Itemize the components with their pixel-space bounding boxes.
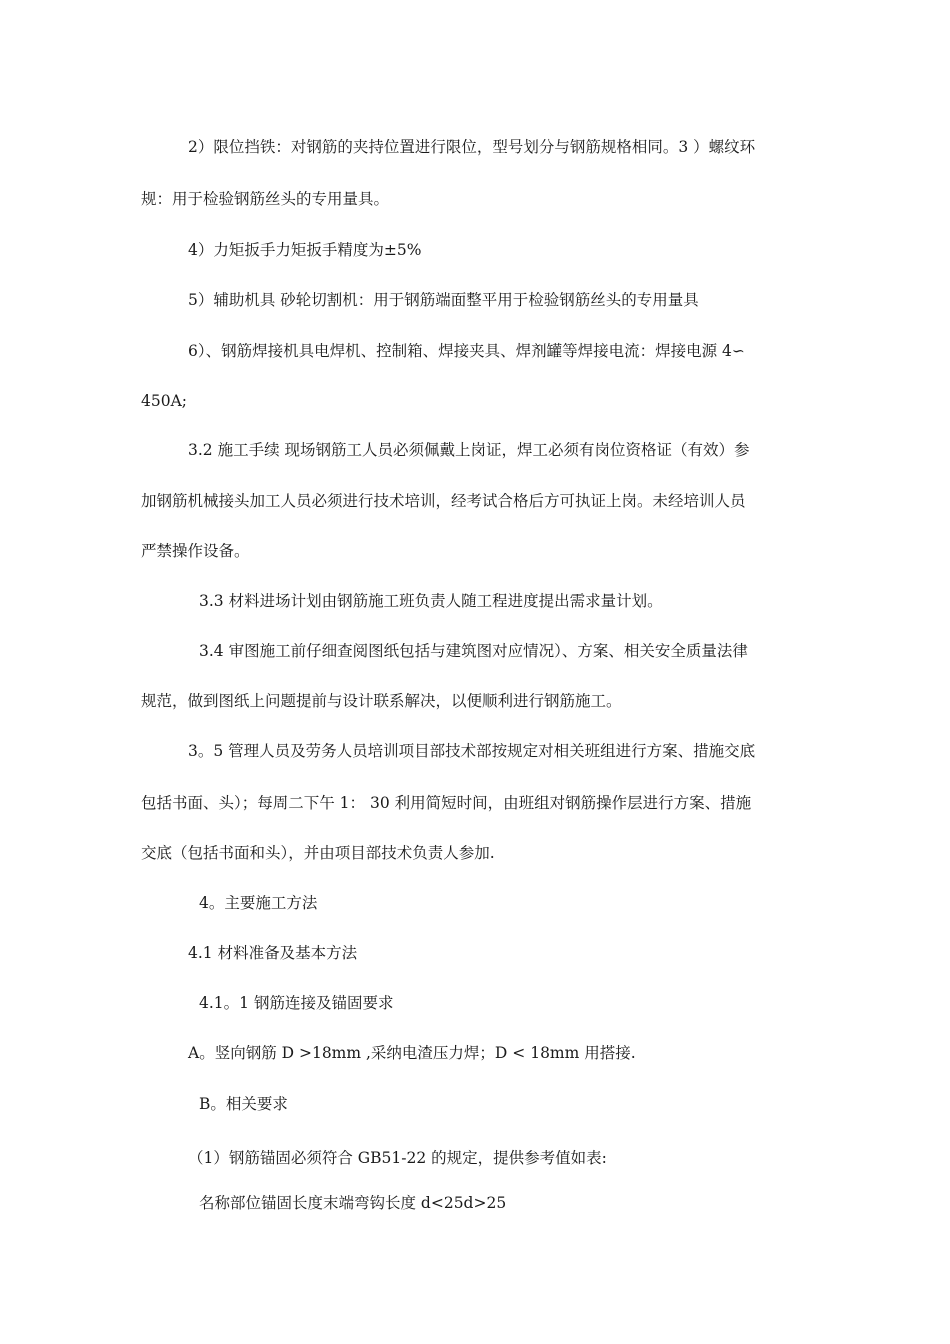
paragraph-line-15: 交底（包括书面和头），并由项目部技术负责人参加.: [141, 844, 495, 862]
paragraph-line-10: 3.3 材料进场计划由钢筋施工班负责人随工程进度提出需求量计划。: [199, 592, 663, 610]
paragraph-line-1: 2）限位挡铁：对钢筋的夹持位置进行限位，型号划分与钢筋规格相同。3 ）螺纹环: [188, 138, 756, 156]
paragraph-line-14: 包括书面、头）；每周二下午 1： 30 利用简短时间，由班组对钢筋操作层进行方案、措施: [141, 794, 752, 812]
paragraph-line-4: 5）辅助机具 砂轮切割机：用于钢筋端面整平用于检验钢筋丝头的专用量具: [188, 291, 699, 309]
table-header-line: 名称部位锚固长度末端弯钩长度 d<25d>25: [199, 1194, 507, 1212]
section-heading-4: 4。主要施工方法: [199, 894, 318, 912]
paragraph-line-2: 规：用于检验钢筋丝头的专用量具。: [141, 190, 390, 208]
paragraph-line-8: 加钢筋机械接头加工人员必须进行技术培训，经考试合格后方可执证上岗。未经培训人员: [141, 492, 746, 510]
paragraph-line-19: A。竖向钢筋 D >18mm ,采纳电渣压力焊；D < 18mm 用搭接.: [188, 1044, 636, 1062]
paragraph-line-7: 3.2 施工手续 现场钢筋工人员必须佩戴上岗证，焊工必须有岗位资格证（有效）参: [188, 441, 750, 459]
paragraph-line-21: （1）钢筋锚固必须符合 GB51-22 的规定，提供参考值如表:: [188, 1149, 607, 1167]
paragraph-line-12: 规范，做到图纸上问题提前与设计联系解决，以便顺利进行钢筋施工。: [141, 692, 622, 710]
paragraph-line-13: 3。5 管理人员及劳务人员培训项目部技术部按规定对相关班组进行方案、措施交底: [188, 742, 756, 760]
section-heading-4-1: 4.1 材料准备及基本方法: [188, 944, 358, 962]
paragraph-line-5: 6）、钢筋焊接机具电焊机、控制箱、焊接夹具、焊剂罐等焊接电流：焊接电源 4∽: [188, 342, 745, 360]
paragraph-line-3: 4）力矩扳手力矩扳手精度为±5%: [188, 241, 422, 259]
paragraph-line-11: 3.4 审图施工前仔细查阅图纸包括与建筑图对应情况）、方案、相关安全质量法律: [199, 642, 748, 660]
paragraph-line-9: 严禁操作设备。: [141, 542, 250, 560]
section-heading-4-1-1: 4.1。1 钢筋连接及锚固要求: [199, 994, 394, 1012]
paragraph-line-20: B。相关要求: [199, 1095, 288, 1113]
paragraph-line-6: 450A;: [141, 392, 188, 410]
